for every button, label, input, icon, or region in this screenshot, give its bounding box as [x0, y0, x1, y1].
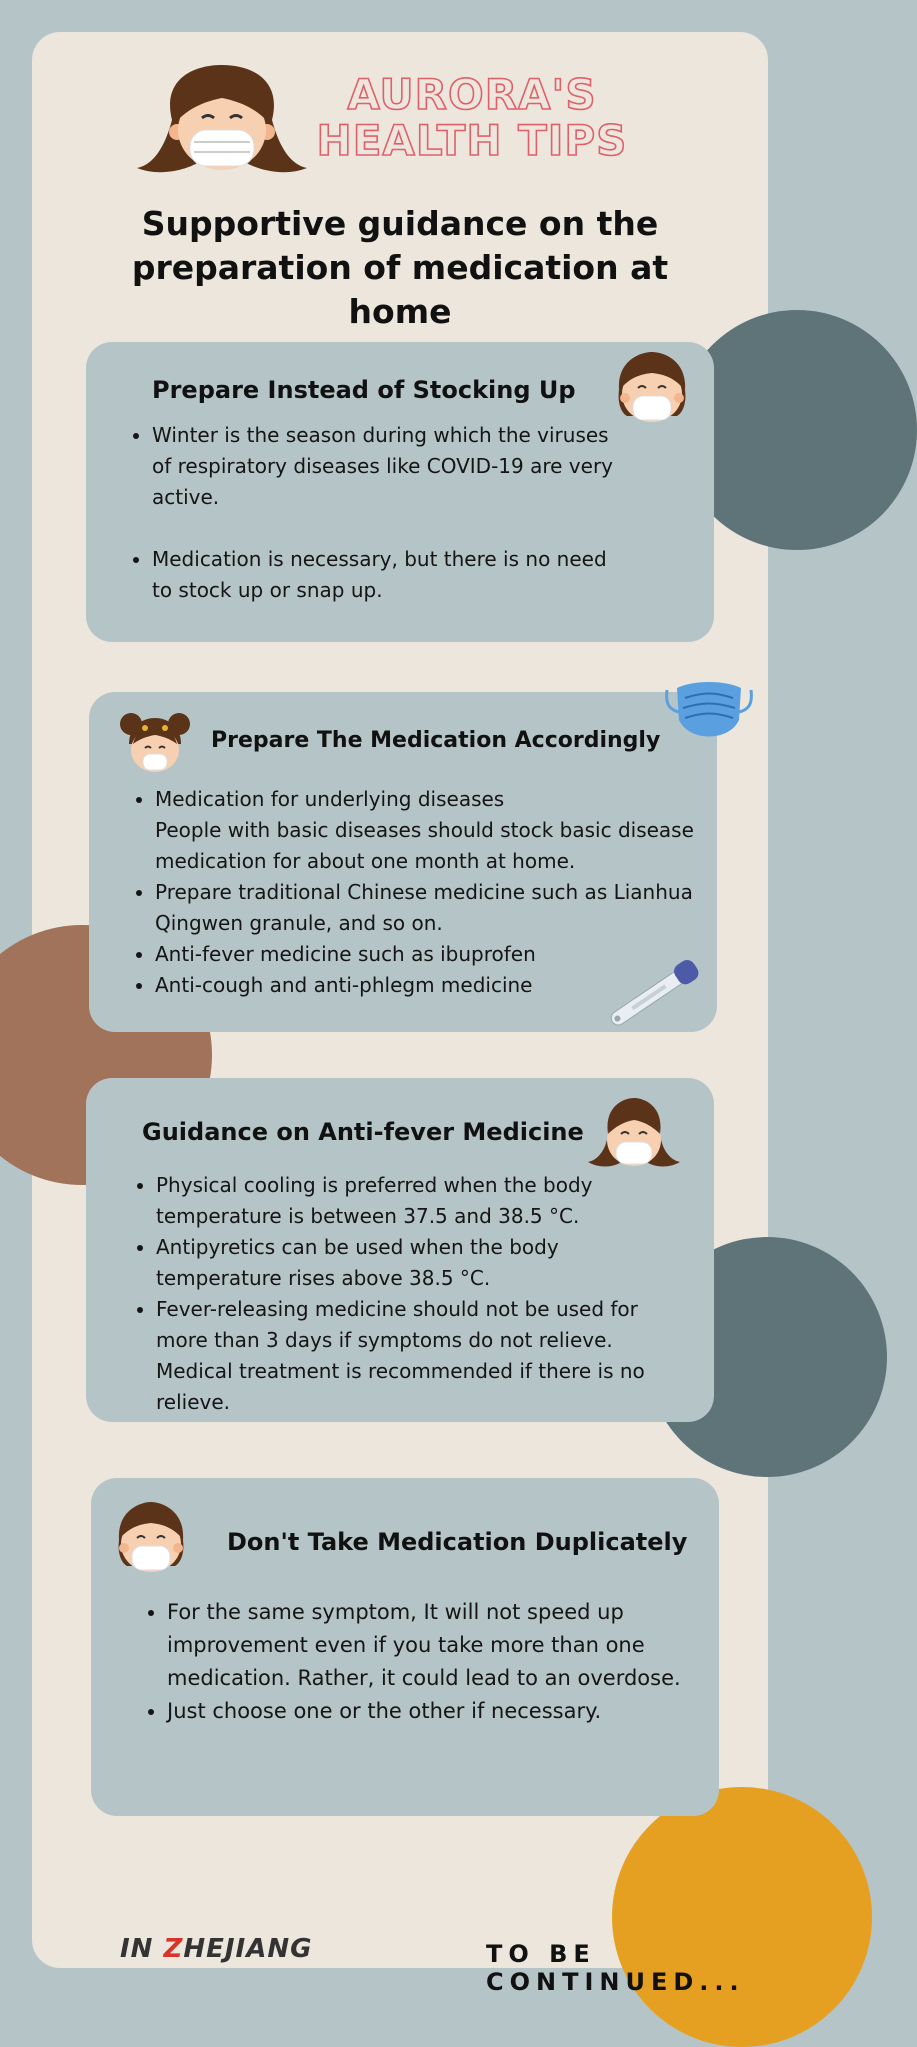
girl-avatar-icon	[111, 1500, 191, 1576]
card-no-duplicate	[91, 1478, 719, 1816]
card-title: Prepare Instead of Stocking Up	[152, 376, 576, 404]
page-title-line: preparation of medication at home	[131, 248, 669, 331]
in-zhejiang-logo	[120, 1934, 312, 1964]
list-item: • Medication is necessary, but there is no need to stock up or snap up.	[152, 544, 632, 606]
list-item: • Prepare traditional Chinese medicine such as Lianhua Qingwen granule, and so on.	[155, 877, 695, 939]
girl-buns-avatar-icon	[119, 710, 191, 776]
list-item: • Anti-fever medicine such as ibuprofen	[155, 939, 695, 970]
list-item: • Physical cooling is preferred when the body temperature is between 37.5 and 38.5 °C.	[156, 1170, 676, 1232]
list-item-heading: Medication for underlying diseases	[155, 787, 505, 811]
page-title-line: Supportive guidance on the	[141, 204, 659, 243]
card-title: Prepare The Medication Accordingly	[211, 728, 661, 753]
girl-avatar-icon	[132, 60, 312, 180]
girl-avatar-icon	[586, 1096, 682, 1174]
page-title	[92, 202, 708, 334]
face-mask-icon	[663, 676, 755, 750]
brand-line: HEALTH TIPS	[316, 116, 628, 165]
bullet-list	[141, 1596, 687, 1728]
card-title: Guidance on Anti-fever Medicine	[142, 1118, 584, 1146]
card-prepare-instead	[86, 342, 714, 642]
bullet-list	[126, 420, 632, 606]
list-item: • Just choose one or the other if necessary.	[167, 1695, 687, 1728]
to-be-continued: TO BE CONTINUED...	[486, 1940, 745, 1996]
card-prepare-medication	[89, 692, 717, 1032]
list-item: • Anti-cough and anti-phlegm medicine	[155, 970, 695, 1001]
girl-avatar-icon	[611, 350, 693, 428]
logo-rest: HEJIANG	[183, 1934, 313, 1964]
card-anti-fever	[86, 1078, 714, 1422]
list-item: • Antipyretics can be used when the body temperature rises above 38.5 °C.	[156, 1232, 676, 1294]
list-item: • Winter is the season during which the viruses of respiratory diseases like COVID-19 are very active.	[152, 420, 632, 513]
list-item: • Fever-releasing medicine should not be used for more than 3 days if symptoms do not relieve. Medical treatment is recommended if there is no relieve.	[156, 1294, 676, 1418]
logo-prefix: IN	[120, 1934, 164, 1964]
decor-circle-orange	[612, 1787, 872, 2047]
list-item	[155, 784, 695, 877]
bullet-list	[129, 784, 695, 1001]
list-spacer	[152, 513, 632, 544]
brand-title	[302, 72, 642, 164]
logo-z: Z	[163, 1934, 184, 1964]
card-title: Don't Take Medication Duplicately	[227, 1528, 688, 1556]
bullet-list	[130, 1170, 676, 1418]
brand-line: AURORA'S	[347, 70, 597, 119]
infographic-panel	[32, 32, 768, 1996]
list-item: • For the same symptom, It will not speed up improvement even if you take more than one medication. Rather, it could lead to an overdose.	[167, 1596, 687, 1695]
list-item-detail: People with basic diseases should stock basic disease medication for about one month at home.	[155, 818, 694, 873]
